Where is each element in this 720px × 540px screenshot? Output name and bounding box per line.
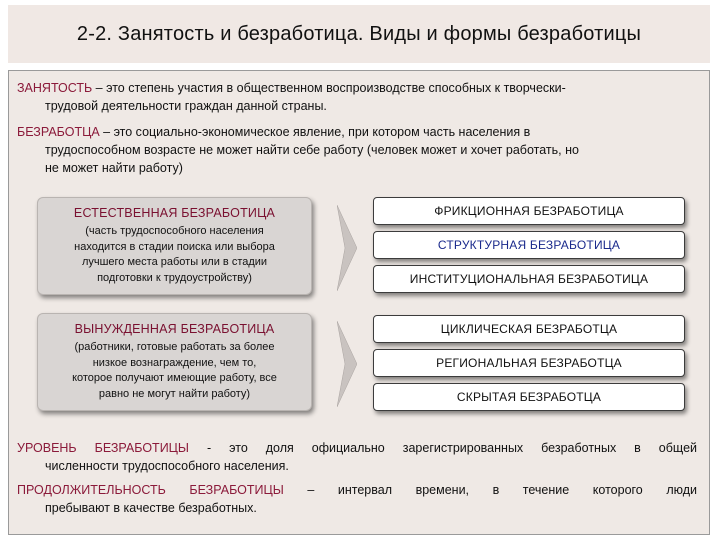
hidden-unemployment-label: СКРЫТАЯ БЕЗРАБОТЦА: [456, 390, 602, 404]
hidden-unemployment-box: [373, 383, 685, 411]
structural-unemployment-label: СТРУКТУРНАЯ БЕЗРАБОТИЦА: [437, 238, 621, 252]
natural-unemployment-box: [37, 197, 312, 295]
structural-unemployment-box: [373, 231, 685, 259]
forced-desc-line: низкое вознаграждение, чем то,: [92, 356, 257, 369]
forced-desc-line: (работники, готовые работать за более: [74, 341, 275, 353]
regional-unemployment-box: [373, 349, 685, 377]
cyclical-unemployment-label: ЦИКЛИЧЕСКАЯ БЕЗРАБОТЦА: [440, 322, 618, 336]
unemployment-text-line1: – это социально-экономическое явление, при котором часть населения в: [99, 125, 531, 139]
unemployment-duration-text-line1: – интервал времени, в течение которого люди: [283, 483, 697, 497]
forced-desc-line: которое получают имеющие работу, все: [72, 372, 277, 384]
natural-desc-line: подготовки к трудоустройству): [97, 271, 252, 284]
right-arrow-icon: [337, 205, 357, 291]
unemployment-duration-definition: [17, 481, 697, 517]
unemployment-rate-definition: [17, 439, 697, 475]
natural-unemployment-heading: ЕСТЕСТВЕННАЯ БЕЗРАБОТИЦА: [73, 206, 276, 220]
natural-desc-line: находится в стадии поиска или выбора: [74, 240, 275, 253]
unemployment-term: БЕЗРАБОТЦА: [17, 125, 100, 139]
unemployment-text-line2: трудоспособном возрасте не может найти себе работу (человек может и хочет работать, но: [45, 143, 579, 157]
unemployment-rate-text-line1: - это доля официально зарегистрированных безработных в общей: [189, 441, 697, 455]
title-bar: [8, 5, 710, 63]
unemployment-duration-term: ПРОДОЛЖИТЕЛЬНОСТЬ БЕЗРАБОТИЦЫ: [17, 483, 284, 497]
unemployment-definition: [17, 123, 697, 177]
unemployment-text-line3: не может найти работу): [45, 161, 183, 175]
institutional-unemployment-box: [373, 265, 685, 293]
forced-unemployment-heading: ВЫНУЖДЕННАЯ БЕЗРАБОТИЦА: [74, 322, 275, 336]
frictional-unemployment-label: ФРИКЦИОННАЯ БЕЗРАБОТИЦА: [434, 204, 624, 218]
unemployment-duration-text-line2: пребывают в качестве безработных.: [45, 501, 257, 515]
natural-unemployment-description: [38, 224, 311, 286]
unemployment-rate-text-line2: численности трудоспособного населения.: [45, 459, 289, 473]
regional-unemployment-label: РЕГИОНАЛЬНАЯ БЕЗРАБОТЦА: [436, 356, 622, 370]
content-panel: [8, 70, 710, 535]
natural-desc-line: (часть трудоспособного населения: [85, 225, 264, 237]
natural-desc-line: лучшего места работы или в стадии: [81, 256, 268, 268]
forced-unemployment-description: [38, 340, 311, 402]
forced-unemployment-box: [37, 313, 312, 411]
cyclical-unemployment-box: [373, 315, 685, 343]
employment-term: ЗАНЯТОСТЬ: [17, 81, 93, 95]
employment-definition: [17, 79, 697, 115]
unemployment-rate-term: УРОВЕНЬ БЕЗРАБОТИЦЫ: [17, 441, 189, 455]
page-title: 2-2. Занятость и безработица. Виды и формы безработицы: [76, 22, 642, 45]
forced-desc-line: равно не могут найти работу): [98, 387, 251, 400]
unemployment-duration-line1: [17, 481, 697, 499]
employment-text-line2: трудовой деятельности граждан данной страны.: [45, 99, 327, 113]
unemployment-rate-line1: [17, 439, 697, 457]
frictional-unemployment-box: [373, 197, 685, 225]
employment-text-line1: – это степень участия в общественном воспроизводстве способных к творчески-: [92, 81, 566, 95]
institutional-unemployment-label: ИНСТИТУЦИОНАЛЬНАЯ БЕЗРАБОТИЦА: [409, 272, 649, 286]
right-arrow-icon: [337, 321, 357, 407]
